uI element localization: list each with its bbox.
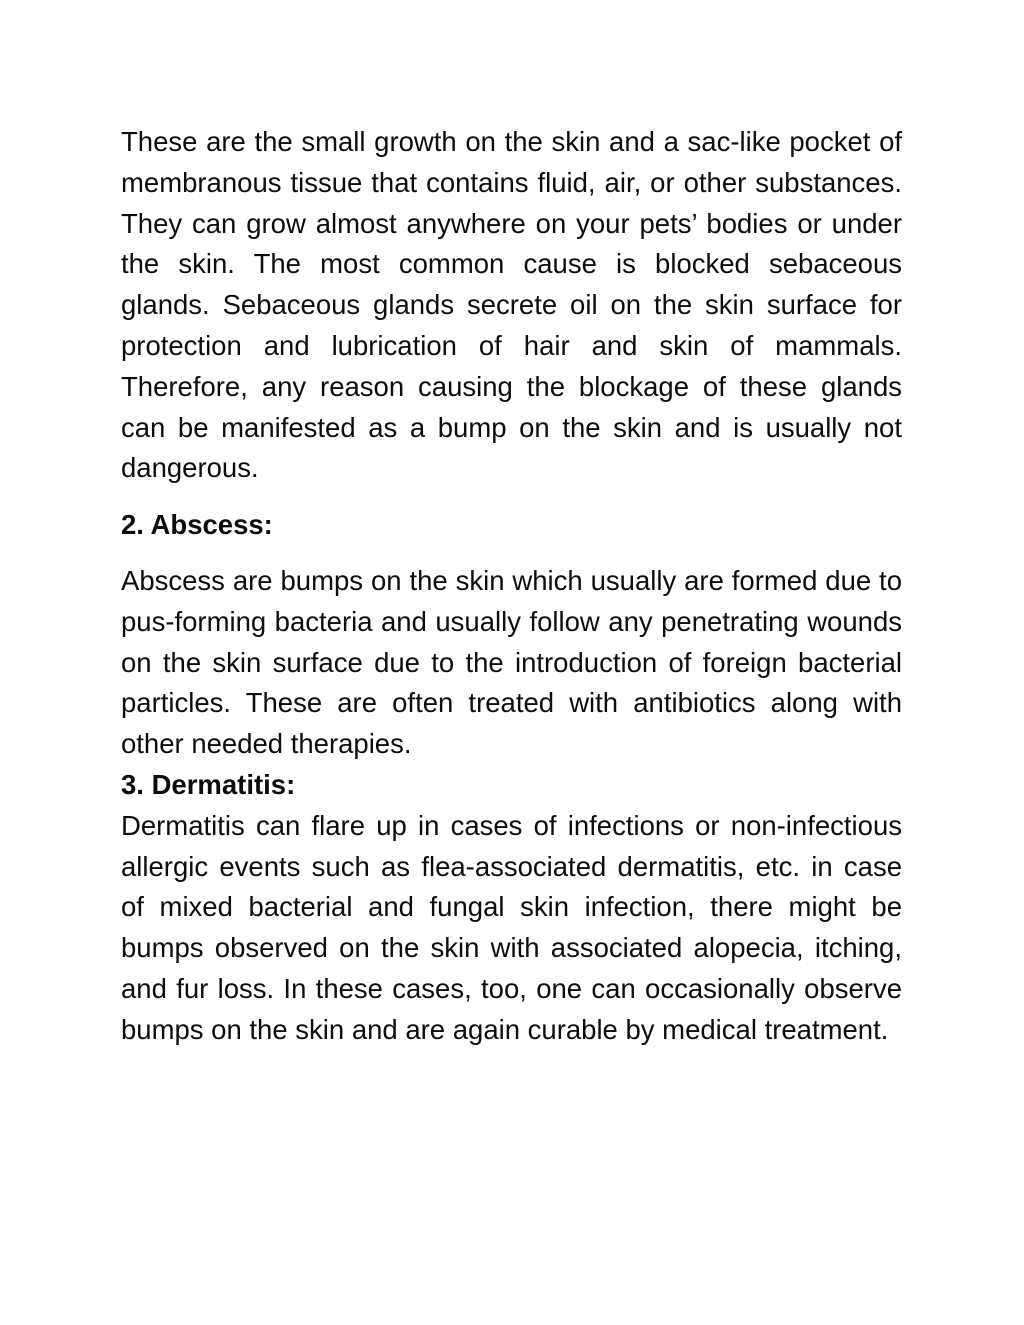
document-body [121, 122, 902, 1051]
section-body-dermatitis: Dermatitis can flare up in cases of infections or non-infectious allergic events such as flea-associated dermatitis, etc. in case of mixed bacterial and fungal skin infection, there might be bumps observed on the skin with associated alopecia, itching, and fur loss. In these cases, too, one can occasionally observe bumps on the skin and are again curable by medical treatment. [121, 809, 902, 1045]
section-heading-abscess: 2. Abscess: [121, 509, 273, 541]
section-body-abscess: Abscess are bumps on the skin which usually are formed due to pus-forming bacteria and usually follow any penetrating wounds on the skin surface due to the introduction of foreign bacterial particles. These are often treated with antibiotics along with other needed therapies. [121, 564, 902, 760]
section-heading-dermatitis: 3. Dermatitis: [121, 768, 296, 800]
intro-paragraph: These are the small growth on the skin and a sac-like pocket of membranous tissue that contains fluid, air, or other substances. They can grow almost anywhere on your pets’ bodies or under the skin. The most common cause is blocked sebaceous glands. Sebaceous glands secrete oil on the skin surface for protection and lubrication of hair and skin of mammals. Therefore, any reason causing the blockage of these glands can be manifested as a bump on the skin and is usually not dangerous. [121, 126, 902, 484]
